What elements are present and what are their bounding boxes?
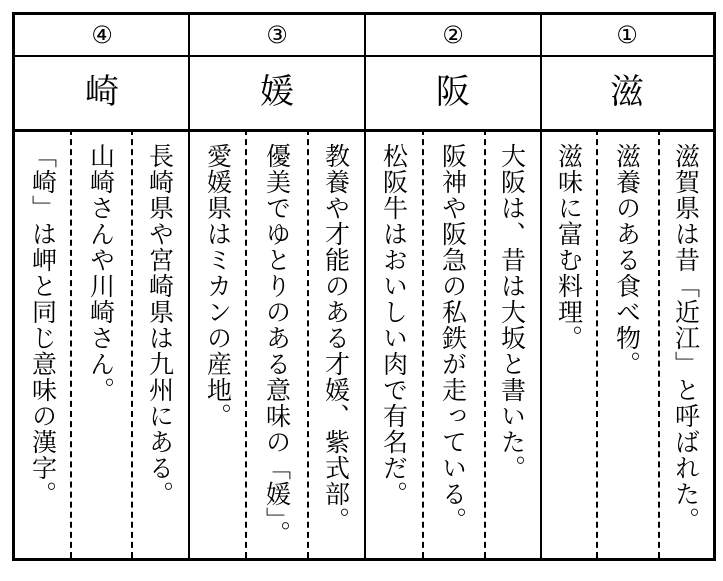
target-kanji: 滋	[610, 72, 644, 112]
example-sentence-column	[546, 143, 592, 552]
target-kanji: 阪	[436, 72, 470, 112]
column-divider	[540, 15, 542, 55]
example-sentence-column	[430, 143, 476, 552]
example-sentence: 愛媛県はミカンの産地。	[203, 143, 233, 429]
example-sentence-column	[137, 143, 183, 552]
number-header-row	[15, 15, 713, 57]
group-2-number-cell	[365, 15, 541, 55]
example-sentence: 阪神や阪急の私鉄が走っている。	[438, 143, 468, 533]
example-sentence: 滋賀県は昔「近江」と呼ばれた。	[671, 143, 701, 533]
column-divider	[364, 15, 366, 55]
group-3-number-cell	[189, 15, 365, 55]
example-sentence-column	[489, 143, 535, 552]
example-sentence: 長崎県や宮崎県は九州にある。	[145, 143, 175, 507]
dashed-divider	[307, 129, 309, 558]
example-sentence-column	[604, 143, 650, 552]
column-divider	[188, 55, 190, 129]
example-sentence-column	[663, 143, 709, 552]
dashed-divider	[596, 129, 598, 558]
column-divider	[364, 55, 366, 129]
group-number: ③	[266, 21, 288, 49]
column-divider	[188, 15, 190, 55]
example-sentence: 「崎」は岬と同じ意味の漢字。	[28, 143, 58, 507]
example-sentence: 滋養のある食べ物。	[612, 143, 642, 377]
dashed-divider	[70, 129, 72, 558]
example-sentence-column	[195, 143, 241, 552]
group-1-number-cell	[541, 15, 713, 55]
example-sentence-column	[20, 143, 66, 552]
column-divider	[188, 129, 190, 558]
group-3-kanji-cell	[189, 55, 365, 129]
group-4-number-cell	[15, 15, 189, 55]
column-divider	[540, 55, 542, 129]
example-sentence: 山崎さんや川崎さん。	[86, 143, 116, 403]
column-divider	[364, 129, 366, 558]
dashed-divider	[131, 129, 133, 558]
example-sentence: 松阪牛はおいしい肉で有名だ。	[379, 143, 409, 507]
example-sentence-column	[78, 143, 124, 552]
group-1-kanji-cell	[541, 55, 713, 129]
dashed-divider	[484, 129, 486, 558]
dashed-divider	[245, 129, 247, 558]
example-sentence: 優美でゆとりのある意味の「媛」。	[262, 143, 292, 547]
column-divider	[540, 129, 542, 558]
kanji-worksheet-table	[12, 12, 716, 561]
group-2-kanji-cell	[365, 55, 541, 129]
group-number: ④	[91, 21, 113, 49]
group-4-kanji-cell	[15, 55, 189, 129]
dashed-divider	[658, 129, 660, 558]
target-kanji: 崎	[85, 72, 119, 112]
example-sentence: 教養や才能のある才媛、紫式部。	[321, 143, 351, 533]
example-sentence: 大阪は、昔は大坂と書いた。	[497, 143, 527, 481]
example-sentence-column	[254, 143, 300, 552]
target-kanji: 媛	[260, 72, 294, 112]
example-sentences-area	[15, 129, 713, 558]
kanji-header-row	[15, 55, 713, 132]
group-number: ①	[616, 21, 638, 49]
example-sentence-column	[313, 143, 359, 552]
dashed-divider	[422, 129, 424, 558]
example-sentence: 滋味に富む料理。	[554, 143, 584, 351]
example-sentence-column	[371, 143, 417, 552]
group-number: ②	[442, 21, 464, 49]
